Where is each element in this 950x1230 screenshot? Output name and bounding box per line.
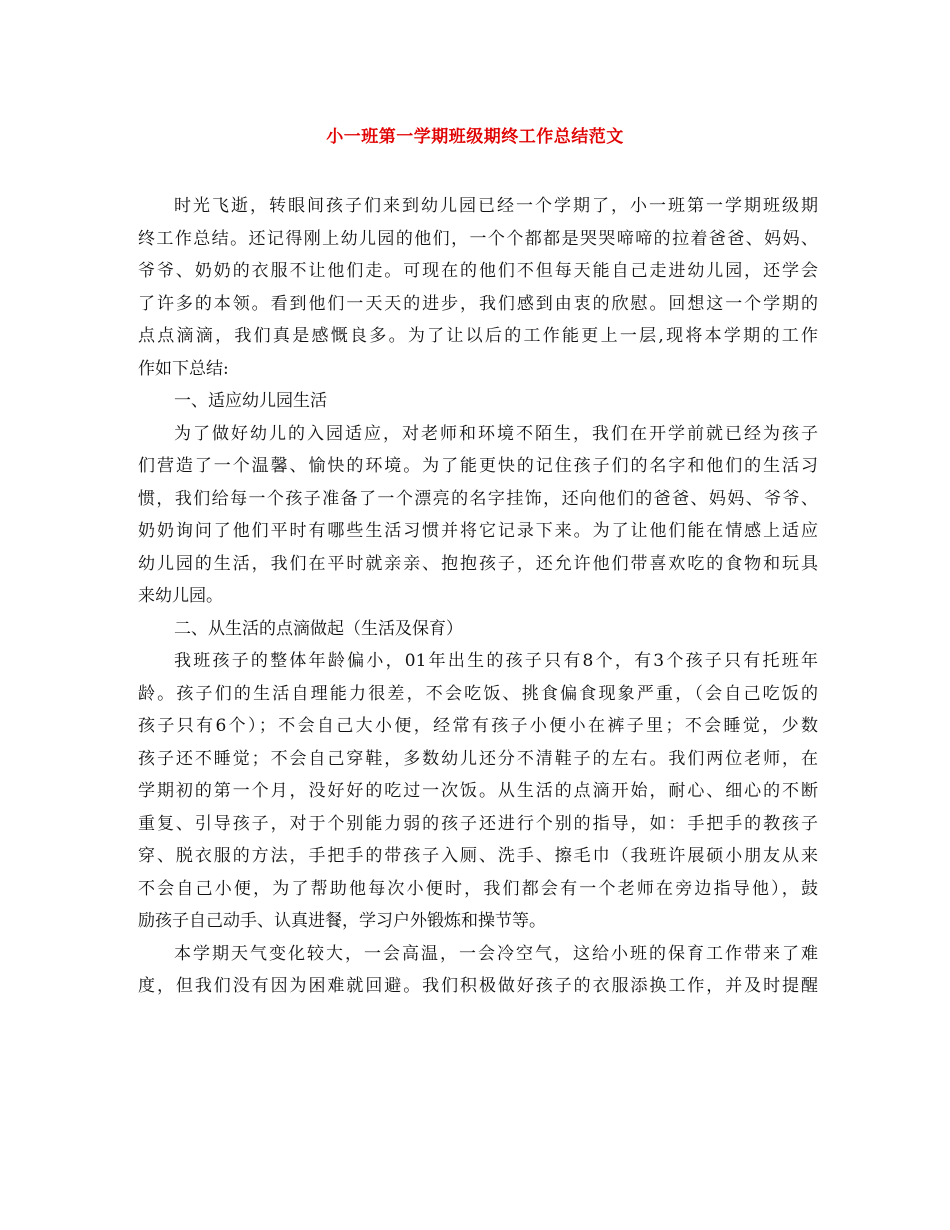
text-line: 励孩子自己动手、认真进餐，学习户外锻炼和操节等。 (138, 911, 546, 931)
text-line: 来幼儿园。 (138, 586, 223, 606)
text-line: 不会自己小便，为了帮助他每次小便时，我们都会有一个老师在旁边指导他），鼓 (138, 878, 818, 899)
text-line: 龄。孩子们的生活自理能力很差，不会吃饭、挑食偏食现象严重，（会自己吃饭的 (138, 683, 818, 704)
text-line: 孩子还不睡觉；不会自己穿鞋，多数幼儿还分不清鞋子的左右。我们两位老师，在 (138, 748, 818, 769)
text-line: 穿、脱衣服的方法，手把手的带孩子入厕、洗手、擦毛巾（我班许展硕小朋友从来 (138, 846, 818, 866)
text-line: 重复、引导孩子，对于个别能力弱的孩子还进行个别的指导，如：手把手的教孩子 (138, 813, 818, 834)
text-line: 作如下总结: (138, 358, 229, 379)
text-line: 奶奶询问了他们平时有哪些生活习惯并将它记录下来。为了让他们能在情感上适应 (138, 521, 818, 541)
text-line: 们营造了一个温馨、愉快的环境。为了能更快的记住孩子们的名字和他们的生活习 (138, 456, 818, 476)
document-body (138, 190, 818, 1003)
text-line: 为了做好幼儿的入园适应，对老师和环境不陌生，我们在开学前就已经为孩子 (174, 423, 818, 444)
text-line: 终工作总结。还记得刚上幼儿园的他们，一个个都都是哭哭啼啼的拉着爸爸、妈妈、 (138, 228, 818, 249)
text-line: 时光飞逝，转眼间孩子们来到幼儿园已经一个学期了，小一班第一学期班级期 (174, 196, 818, 216)
text-line: 二、从生活的点滴做起（生活及保育） (174, 618, 463, 639)
text-line: 幼儿园的生活，我们在平时就亲亲、抱抱孩子，还允许他们带喜欢吃的食物和玩具 (138, 553, 818, 574)
text-line: 了许多的本领。看到他们一天天的进步，我们感到由衷的欣慰。回想这一个学期的 (138, 293, 818, 314)
text-line: 本学期天气变化较大，一会高温，一会冷空气，这给小班的保育工作带来了难 (174, 943, 818, 964)
text-line: 学期初的第一个月，没好好的吃过一次饭。从生活的点滴开始，耐心、细心的不断 (138, 781, 818, 801)
text-line: 孩子只有6个）；不会自己大小便，经常有孩子小便小在裤子里；不会睡觉，少数 (138, 716, 818, 736)
text-line: 度，但我们没有因为困难就回避。我们积极做好孩子的衣服添换工作，并及时提醒 (138, 976, 818, 996)
text-line: 一、适应幼儿园生活 (174, 391, 327, 411)
text-line: 爷爷、奶奶的衣服不让他们走。可现在的他们不但每天能自己走进幼儿园，还学会 (138, 261, 818, 281)
text-line: 惯，我们给每一个孩子准备了一个漂亮的名字挂饰，还向他们的爸爸、妈妈、爷爷、 (138, 488, 818, 509)
text-line: 点点滴滴，我们真是感慨良多。为了让以后的工作能更上一层,现将本学期的工作 (138, 326, 818, 346)
text-line: 我班孩子的整体年龄偏小，01年出生的孩子只有8个，有3个孩子只有托班年 (174, 651, 818, 671)
document-title: 小一班第一学期班级期终工作总结范文 (326, 127, 624, 147)
